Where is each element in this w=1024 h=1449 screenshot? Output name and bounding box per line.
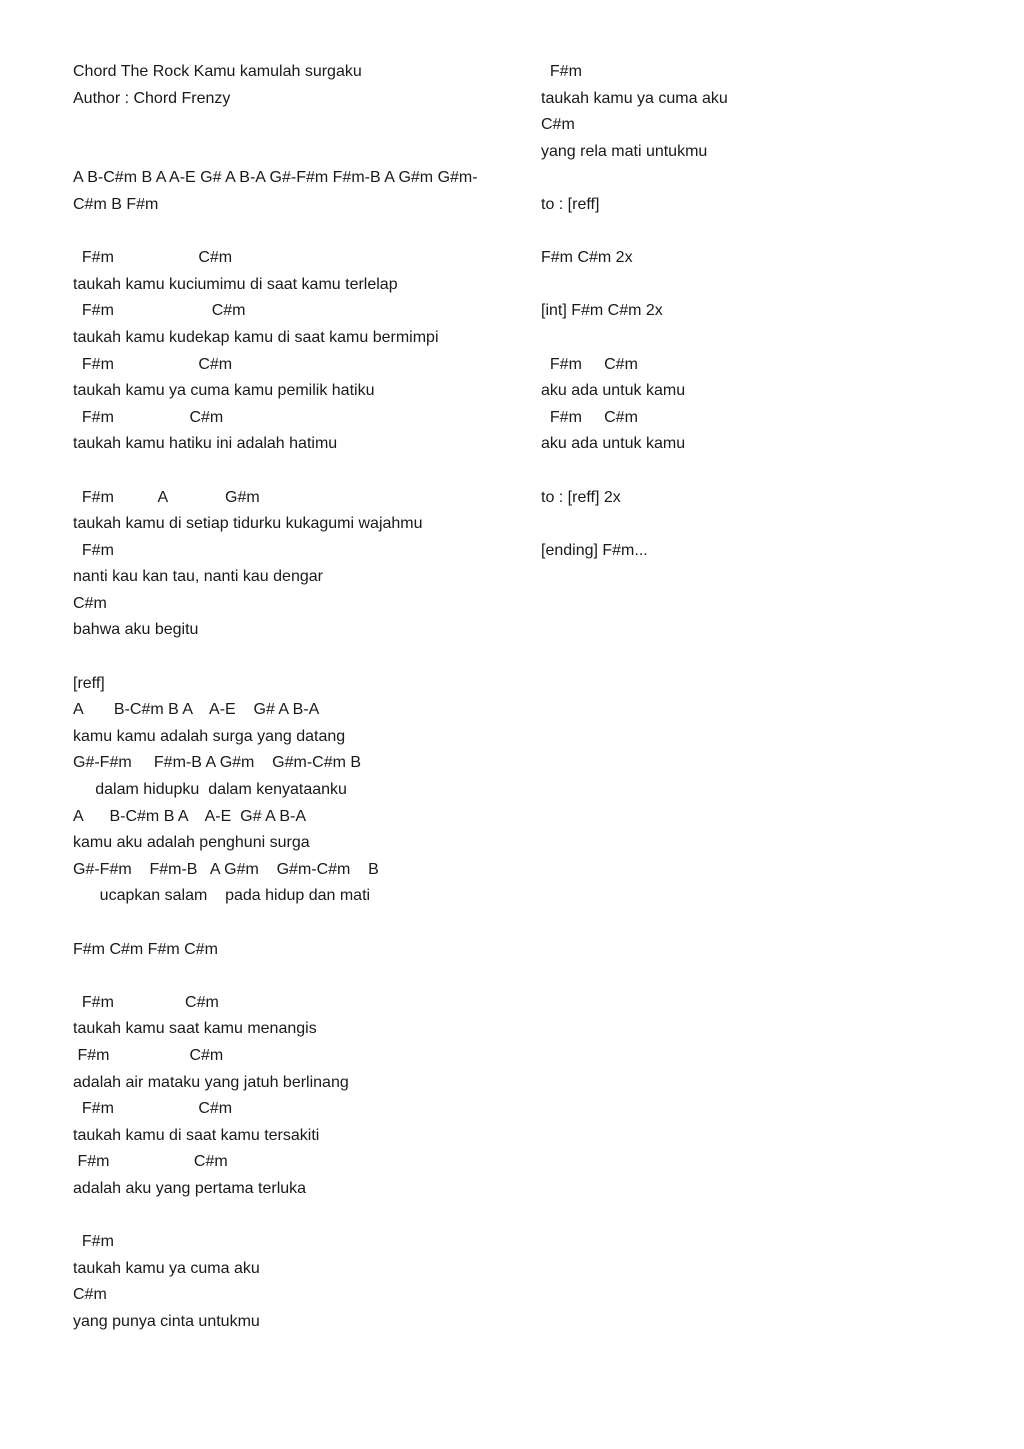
text-line: F#m C#m bbox=[73, 355, 233, 373]
text-line bbox=[73, 644, 513, 671]
text-line: F#m bbox=[541, 63, 582, 80]
text-line: to : [reff] bbox=[541, 195, 600, 213]
text-line bbox=[541, 272, 961, 299]
text-line: Chord The Rock Kamu kamulah surgaku bbox=[73, 63, 362, 80]
text-line: F#m C#m F#m C#m bbox=[73, 940, 218, 958]
text-line bbox=[73, 139, 513, 166]
text-line: taukah kamu kudekap kamu di saat kamu bermimpi bbox=[73, 328, 439, 346]
text-line bbox=[73, 458, 513, 485]
text-line: bahwa aku begitu bbox=[73, 621, 199, 639]
text-line: taukah kamu di setiap tidurku kukagumi wajahmu bbox=[73, 515, 423, 533]
text-line: kamu aku adalah penghuni surga bbox=[73, 834, 310, 852]
text-line: dalam hidupku dalam kenyataanku bbox=[73, 781, 347, 799]
text-line: F#m C#m bbox=[73, 1153, 228, 1171]
text-line: taukah kamu saat kamu menangis bbox=[73, 1020, 317, 1038]
right-text-column bbox=[541, 59, 961, 564]
text-line bbox=[73, 963, 513, 990]
text-line: C#m bbox=[541, 116, 575, 134]
text-line bbox=[73, 910, 513, 937]
text-line: G#-F#m F#m-B A G#m G#m-C#m B bbox=[73, 754, 362, 772]
text-line: F#m C#m bbox=[73, 302, 246, 320]
text-line: F#m C#m bbox=[73, 1046, 224, 1064]
text-line bbox=[541, 511, 961, 538]
text-line: A B-C#m B A A-E G# A B-A G#-F#m F#m-B A G#m G#m- bbox=[73, 169, 478, 187]
text-line: taukah kamu ya cuma aku bbox=[73, 1259, 260, 1277]
text-line: kamu kamu adalah surga yang datang bbox=[73, 727, 346, 745]
text-line bbox=[541, 219, 961, 246]
text-line bbox=[73, 1203, 513, 1230]
text-line: adalah air mataku yang jatuh berlinang bbox=[73, 1073, 349, 1091]
text-line: F#m C#m bbox=[73, 249, 233, 267]
text-line: C#m B F#m bbox=[73, 195, 159, 213]
text-line: adalah aku yang pertama terluka bbox=[73, 1179, 307, 1197]
text-line: yang rela mati untukmu bbox=[541, 142, 708, 160]
text-line: taukah kamu ya cuma aku bbox=[541, 89, 728, 107]
text-line: C#m bbox=[73, 594, 107, 612]
text-line: F#m C#m 2x bbox=[541, 249, 633, 267]
text-line: F#m A G#m bbox=[73, 488, 260, 506]
text-line: [int] F#m C#m 2x bbox=[541, 302, 663, 320]
text-line: taukah kamu kuciumimu di saat kamu terlelap bbox=[73, 275, 398, 293]
text-line: F#m C#m bbox=[541, 408, 638, 426]
text-line bbox=[541, 325, 961, 352]
text-line: G#-F#m F#m-B A G#m G#m-C#m B bbox=[73, 860, 379, 878]
text-line: [ending] F#m... bbox=[541, 541, 648, 559]
text-line: A B-C#m B A A-E G# A B-A bbox=[73, 807, 306, 825]
text-line: Author : Chord Frenzy bbox=[73, 89, 231, 107]
text-line: F#m bbox=[73, 1233, 114, 1251]
text-line: taukah kamu di saat kamu tersakiti bbox=[73, 1126, 320, 1144]
text-line: [reff] bbox=[73, 674, 105, 692]
text-line: F#m C#m bbox=[541, 355, 638, 373]
text-line: yang punya cinta untukmu bbox=[73, 1312, 260, 1330]
text-line: ucapkan salam pada hidup dan mati bbox=[73, 887, 371, 905]
text-line: F#m C#m bbox=[73, 1100, 233, 1118]
text-line: to : [reff] 2x bbox=[541, 488, 621, 506]
text-line: F#m C#m bbox=[73, 408, 224, 426]
text-line bbox=[73, 219, 513, 246]
text-line: A B-C#m B A A-E G# A B-A bbox=[73, 701, 320, 719]
text-line bbox=[73, 112, 513, 139]
left-text-column bbox=[73, 59, 513, 1336]
text-line: F#m bbox=[73, 541, 114, 559]
text-line: taukah kamu ya cuma kamu pemilik hatiku bbox=[73, 382, 375, 400]
text-line bbox=[541, 458, 961, 485]
text-line: aku ada untuk kamu bbox=[541, 435, 686, 453]
text-line: nanti kau kan tau, nanti kau dengar bbox=[73, 568, 323, 586]
text-line: taukah kamu hatiku ini adalah hatimu bbox=[73, 435, 338, 453]
text-line: aku ada untuk kamu bbox=[541, 382, 686, 400]
text-line: F#m C#m bbox=[73, 993, 219, 1011]
text-line bbox=[541, 165, 961, 192]
text-line: C#m bbox=[73, 1286, 107, 1304]
